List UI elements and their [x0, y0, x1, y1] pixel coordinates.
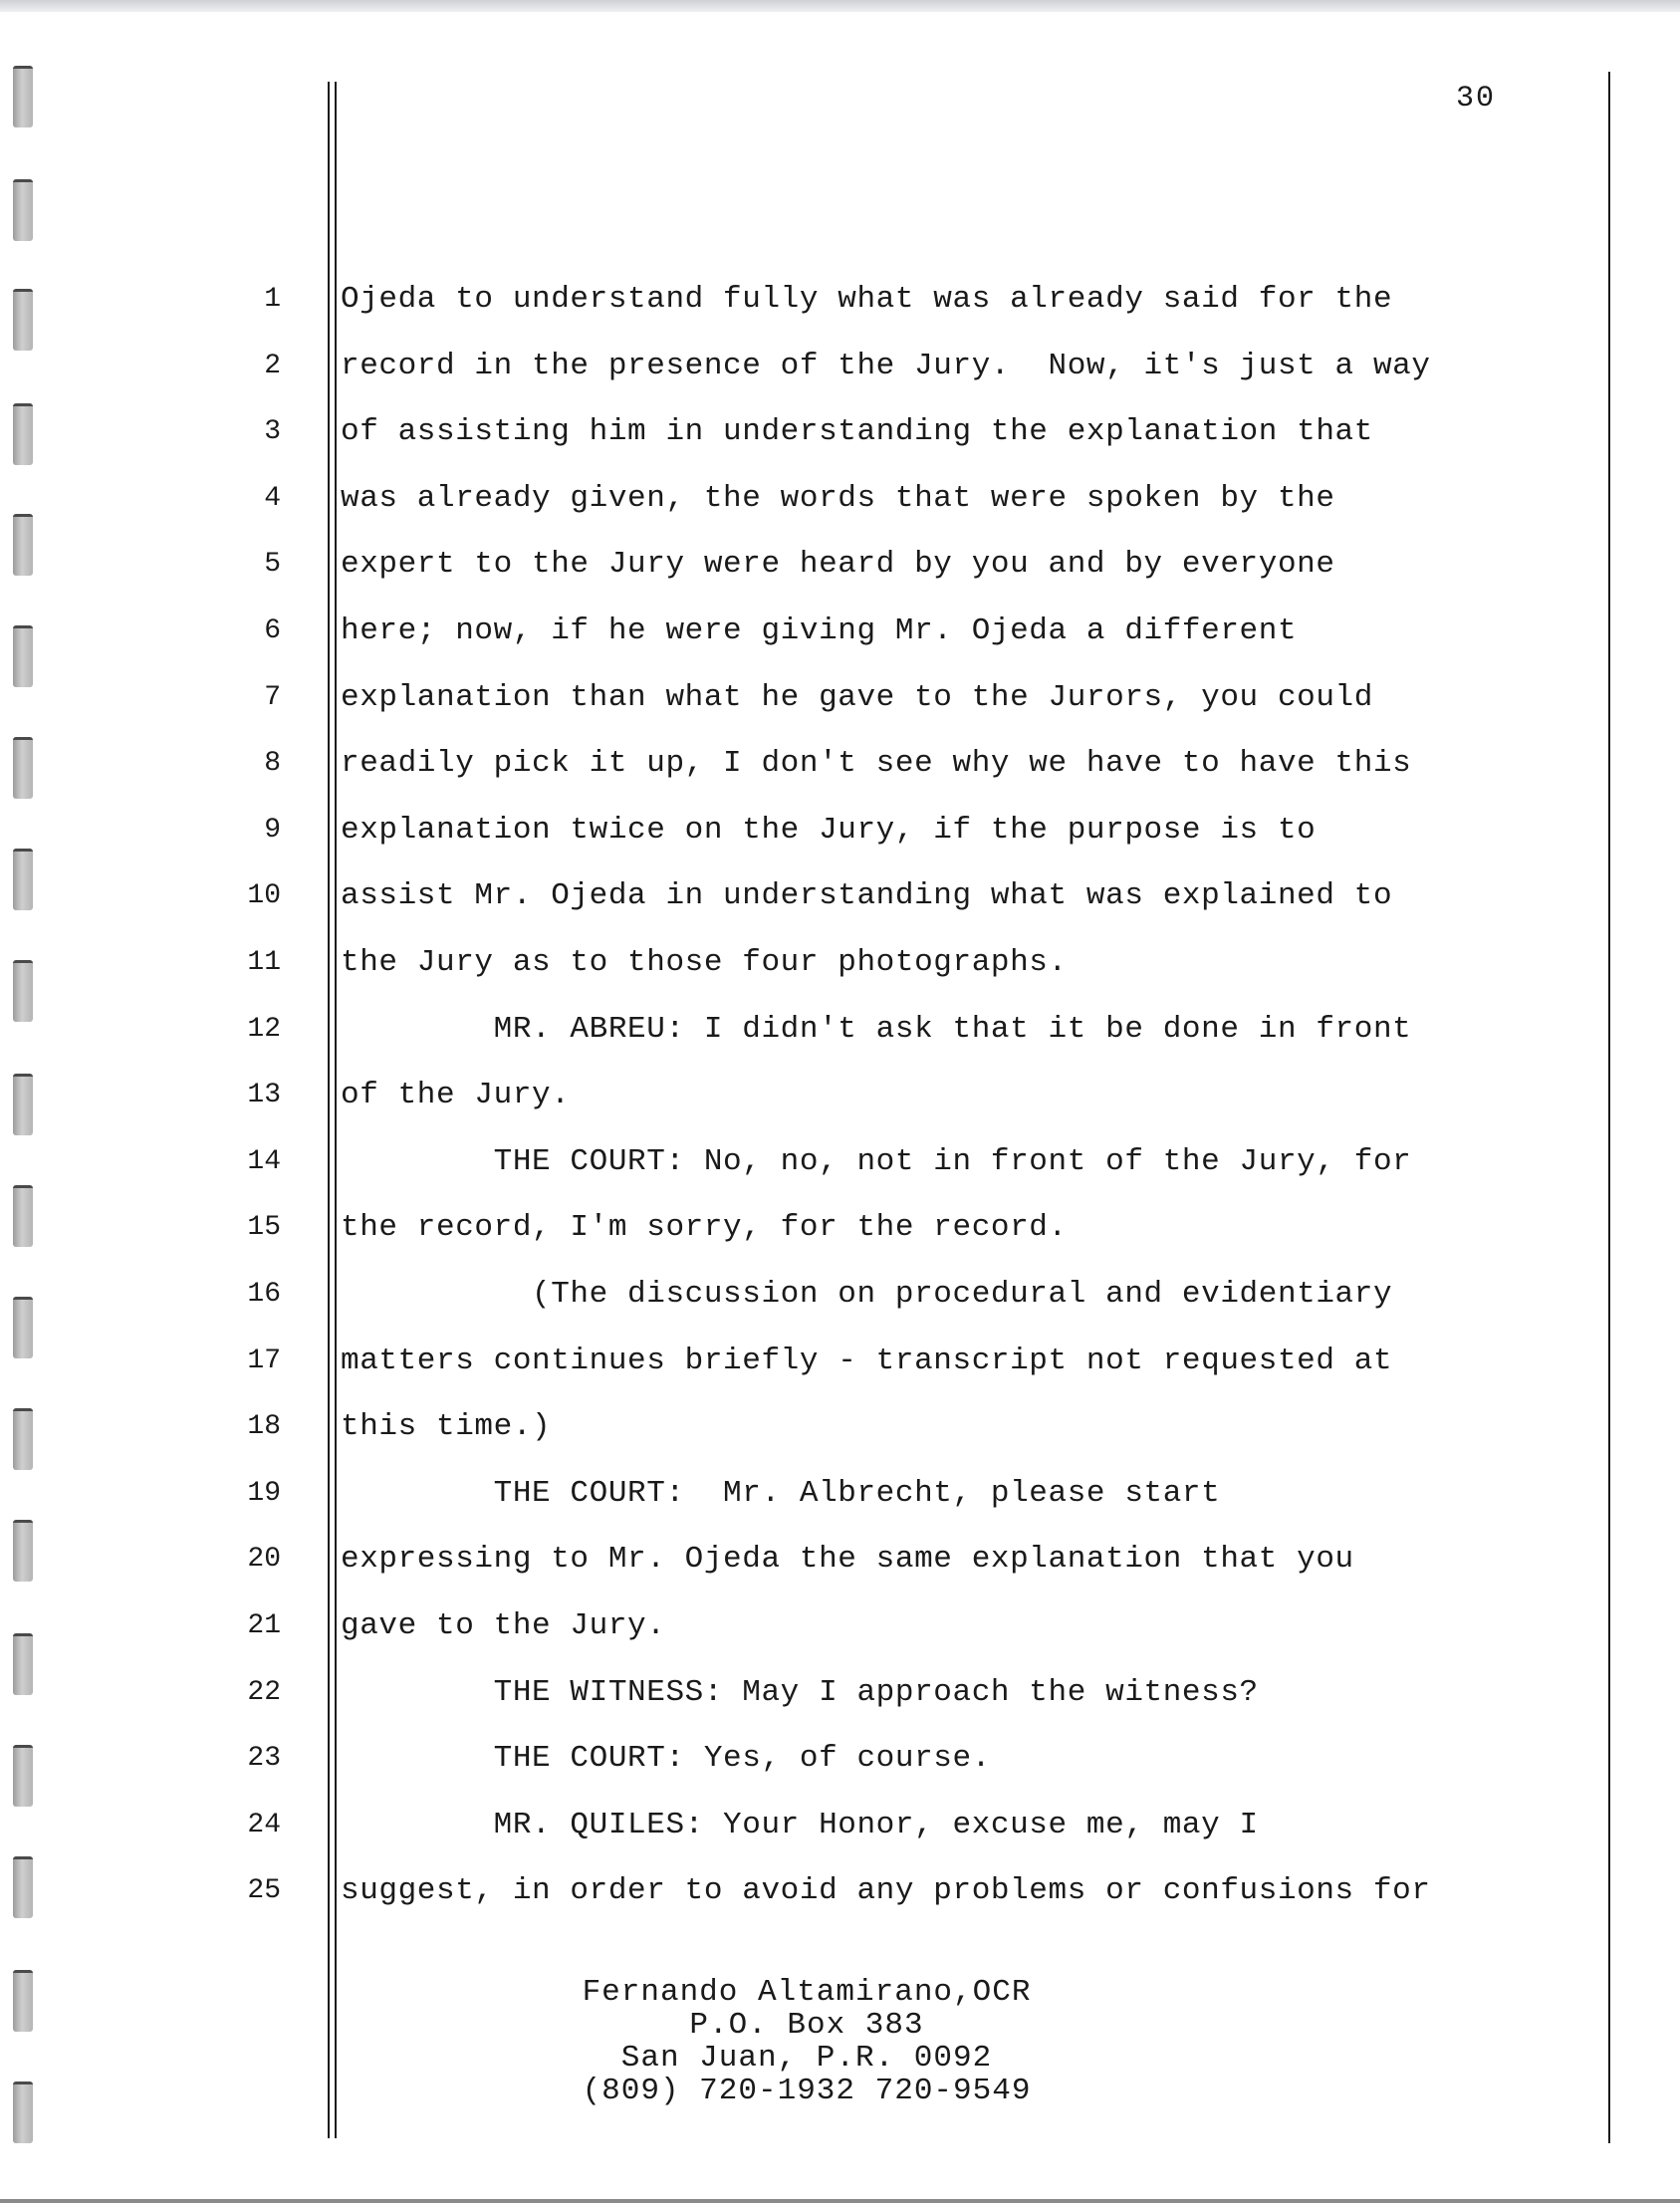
transcript-line: THE COURT: Yes, of course. — [341, 1741, 991, 1776]
line-number: 6 — [264, 615, 281, 646]
reporter-city: San Juan, P.R. 0092 — [620, 2041, 993, 2076]
line-number: 10 — [247, 880, 281, 911]
transcript-line: THE COURT: Mr. Albrecht, please start — [341, 1476, 1221, 1511]
line-number: 13 — [247, 1080, 281, 1110]
transcript-line: expressing to Mr. Ojeda the same explanation that you — [341, 1542, 1354, 1577]
transcript-line: expert to the Jury were heard by you and by everyone — [341, 547, 1335, 582]
line-number: 15 — [247, 1212, 281, 1243]
line-number: 17 — [247, 1346, 281, 1376]
line-number: 22 — [247, 1677, 281, 1708]
transcript-line: was already given, the words that were spoken by the — [341, 481, 1335, 516]
transcript-line: suggest, in order to avoid any problems or confusions for — [341, 1873, 1431, 1908]
reporter-footer — [558, 1976, 1056, 2107]
line-number: 14 — [247, 1146, 281, 1177]
binder-hole — [13, 1408, 33, 1470]
binder-hole — [13, 737, 33, 799]
line-number: 1 — [264, 284, 281, 315]
binder-hole — [13, 1185, 33, 1247]
transcript-line: the Jury as to those four photographs. — [341, 945, 1068, 980]
transcript-line: (The discussion on procedural and evidentiary — [341, 1277, 1393, 1312]
line-number: 3 — [264, 416, 281, 447]
left-margin-rule-inner — [335, 82, 337, 2138]
transcript-line: here; now, if he were giving Mr. Ojeda a different — [341, 613, 1298, 648]
line-number: 21 — [247, 1610, 281, 1641]
scan-top-edge — [0, 0, 1680, 12]
line-number: 19 — [247, 1478, 281, 1509]
line-number: 25 — [247, 1875, 281, 1906]
line-number: 24 — [247, 1810, 281, 1840]
reporter-phones: (809) 720-1932 720-9549 — [582, 2074, 1032, 2108]
transcript-line: explanation twice on the Jury, if the purpose is to — [341, 813, 1317, 848]
line-number: 2 — [264, 351, 281, 381]
binder-hole — [13, 1633, 33, 1695]
transcript-line: gave to the Jury. — [341, 1608, 666, 1643]
line-number: 9 — [264, 815, 281, 846]
left-margin-rule — [328, 82, 330, 2138]
binder-hole — [13, 1745, 33, 1807]
transcript-line: THE COURT: No, no, not in front of the Jury, for — [341, 1144, 1412, 1179]
binder-hole — [13, 1970, 33, 2032]
line-number: 5 — [264, 549, 281, 580]
line-number: 20 — [247, 1544, 281, 1575]
binder-hole — [13, 403, 33, 465]
binder-hole — [13, 625, 33, 687]
reporter-po-box: P.O. Box 383 — [689, 2008, 924, 2043]
binder-hole — [13, 1856, 33, 1918]
transcript-line: the record, I'm sorry, for the record. — [341, 1210, 1068, 1245]
binder-hole — [13, 849, 33, 910]
line-number: 16 — [247, 1279, 281, 1310]
page-number: 30 — [1456, 82, 1497, 116]
line-number: 12 — [247, 1014, 281, 1045]
line-number: 8 — [264, 748, 281, 779]
binder-hole — [13, 1297, 33, 1358]
transcript-line: MR. ABREU: I didn't ask that it be done in front — [341, 1012, 1412, 1047]
binder-hole — [13, 2081, 33, 2143]
binder-hole — [13, 1520, 33, 1582]
binder-hole — [13, 289, 33, 351]
binder-hole — [13, 66, 33, 127]
transcript-line: matters continues briefly - transcript not requested at — [341, 1344, 1393, 1378]
binder-hole — [13, 514, 33, 576]
transcript-line: THE WITNESS: May I approach the witness? — [341, 1675, 1259, 1710]
binder-hole — [13, 1074, 33, 1135]
transcript-line: Ojeda to understand fully what was already said for the — [341, 282, 1393, 317]
binder-hole — [13, 179, 33, 241]
line-number: 7 — [264, 682, 281, 713]
binder-hole — [13, 960, 33, 1022]
transcript-line: of assisting him in understanding the explanation that — [341, 414, 1373, 449]
line-number: 23 — [247, 1743, 281, 1774]
line-number: 18 — [247, 1411, 281, 1442]
transcript-line: assist Mr. Ojeda in understanding what was explained to — [341, 878, 1393, 913]
transcript-line: of the Jury. — [341, 1078, 571, 1112]
right-margin-rule — [1608, 72, 1610, 2143]
line-number: 4 — [264, 483, 281, 514]
scan-bottom-edge — [0, 2199, 1680, 2203]
transcript-line: record in the presence of the Jury. Now, it's just a way — [341, 349, 1431, 383]
transcript-line: explanation than what he gave to the Jurors, you could — [341, 680, 1373, 715]
reporter-name: Fernando Altamirano,OCR — [582, 1975, 1032, 2010]
transcript-line: readily pick it up, I don't see why we have to have this — [341, 746, 1412, 781]
transcript-line: MR. QUILES: Your Honor, excuse me, may I — [341, 1808, 1259, 1842]
transcript-line: this time.) — [341, 1409, 552, 1444]
line-number: 11 — [247, 947, 281, 978]
